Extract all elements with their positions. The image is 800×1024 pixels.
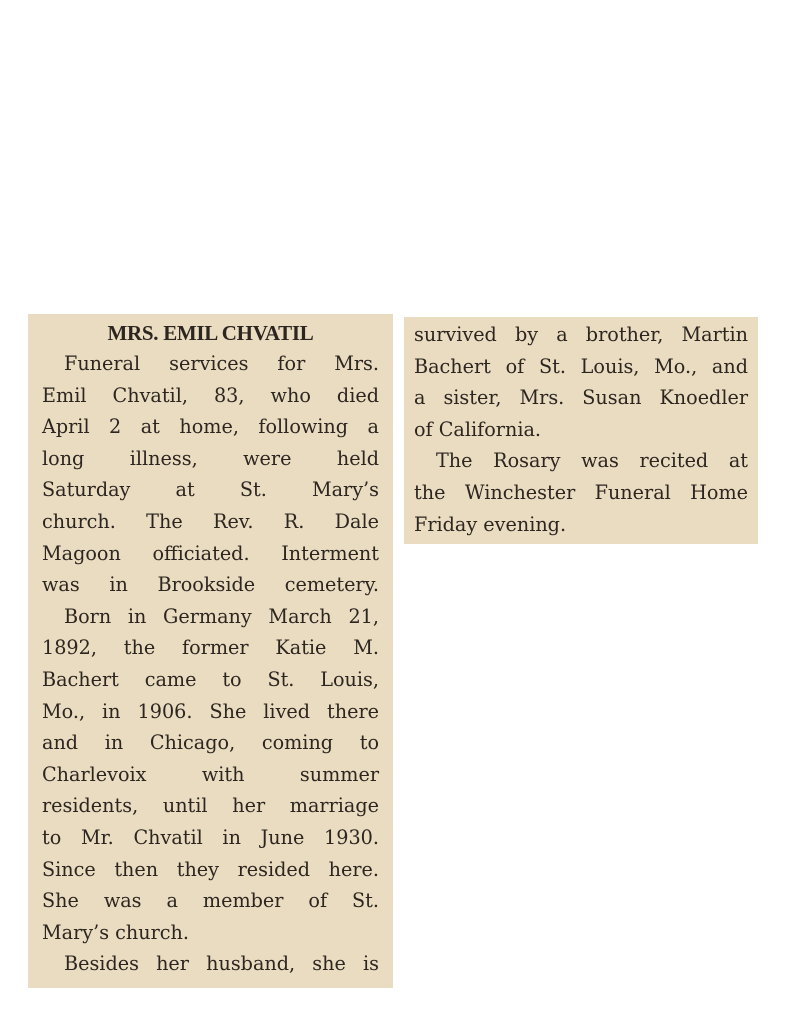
text-line: Emil Chvatil, 83, who died [42,383,379,407]
text-line: Charlevoix with summer [42,762,379,786]
text-line: Funeral services for Mrs. [64,352,379,375]
text-line: She was a member of St. [42,889,379,913]
text-line: 1892, the former Katie M. [42,636,379,660]
text-line: Born in Germany March 21, [64,604,379,628]
paragraph-survivors [414,319,748,445]
text-line: Besides her husband, she is [64,952,379,976]
text-line: long illness, were held [42,446,379,470]
text-line: was in Brookside cemetery. [42,573,379,597]
text-line: the Winchester Funeral Home [414,480,748,504]
text-line: of California. [414,417,542,441]
text-line: Saturday at St. Mary’s [42,478,379,502]
text-line: The Rosary was recited at [436,449,748,473]
text-line: Friday evening. [414,512,567,536]
text-line: to Mr. Chvatil in June 1930. [42,825,379,849]
text-line: Since then they resided here. [42,857,379,881]
text-line: residents, until her marriage [42,794,379,818]
paragraph-survivors-start [42,948,379,980]
paragraph-biography [42,601,379,949]
obituary-clipping-part-1 [28,314,393,988]
text-line: Bachert came to St. Louis, [42,667,379,691]
text-line: a sister, Mrs. Susan Knoedler [414,386,748,410]
paragraph-funeral-services [42,348,379,601]
obituary-clipping-part-2 [404,317,758,544]
text-line: Mo., in 1906. She lived there [42,699,379,723]
text-line: survived by a brother, Martin [414,323,748,346]
text-line: Bachert of St. Louis, Mo., and [414,354,748,378]
text-line: church. The Rev. R. Dale [42,509,379,533]
text-line: April 2 at home, following a [42,415,379,439]
paragraph-rosary [414,445,748,540]
obituary-headline: MRS. EMIL CHVATIL [107,321,314,345]
text-line: Magoon officiated. Interment [42,541,379,565]
text-line: and in Chicago, coming to [42,731,379,755]
text-line: Mary’s church. [42,920,189,944]
